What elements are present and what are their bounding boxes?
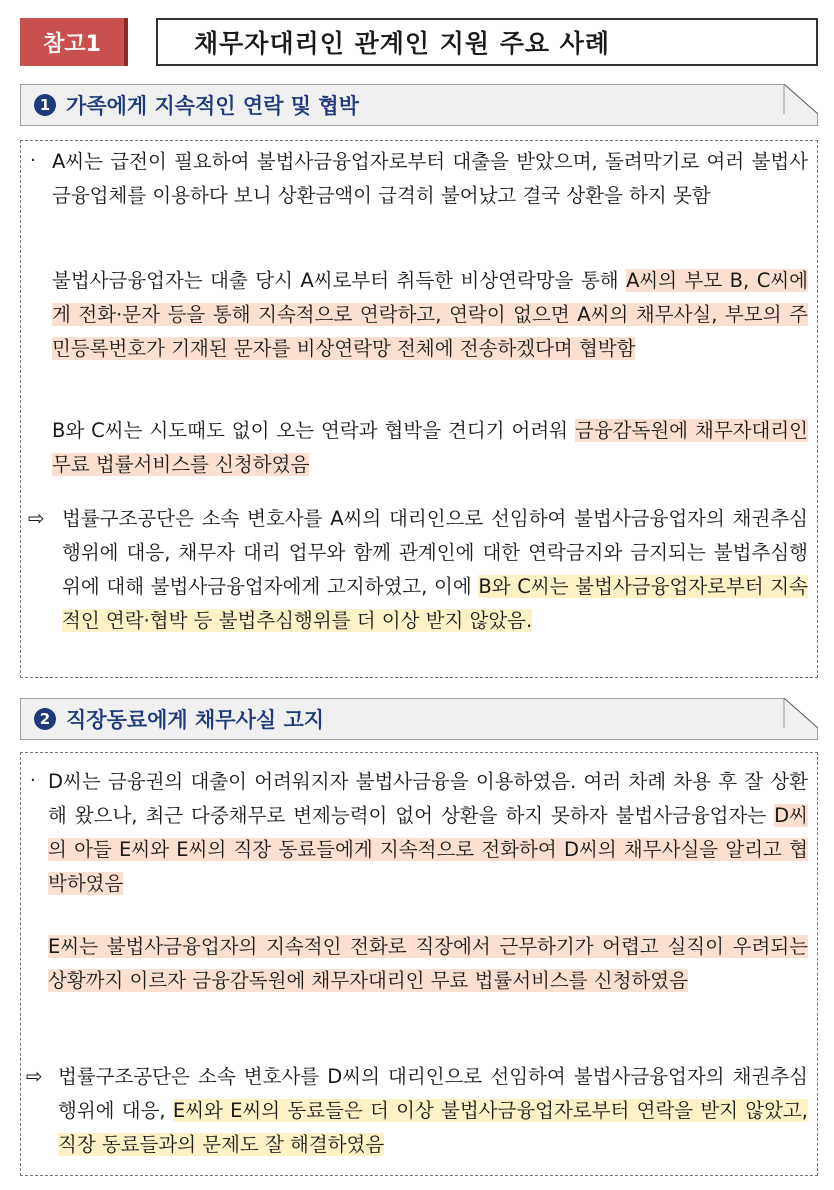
page-title: 채무자대리인 관계인 지원 주요 사례 <box>156 18 818 66</box>
section-1-number-icon: 1 <box>34 94 56 116</box>
s1-paragraph-1: A씨는 급전이 필요하여 불법사금융업자로부터 대출을 받았으며, 돌려막기로 여러 불법사금융업체를 이용하다 보니 상환금액이 급격히 불어났고 결국 상환을 하지 못함 <box>52 150 808 207</box>
section-2-number-icon: 2 <box>34 708 56 730</box>
s1-paragraph-4 <box>62 502 808 638</box>
bullet-icon: · <box>30 770 36 791</box>
reference-badge: 참고1 <box>20 18 128 66</box>
bullet-icon: · <box>30 150 36 171</box>
right-arrow-icon: ⇨ <box>26 1064 43 1088</box>
s1-p2-highlight: A씨의 부모 B, C씨에게 전화·문자 등을 통해 지속적으로 연락하고, 연락이 없으면 A씨의 채무사실, 부모의 주민등록번호가 기재된 문자를 비상연락망 전체에 전송하겠다며 협박함 <box>52 269 808 360</box>
s2-paragraph-2 <box>48 930 808 998</box>
s1-p4-text: 법률구조공단은 소속 변호사를 A씨의 대리인으로 선임하여 불법사금융업자의 채권추심 행위에 대응, 채무자 대리 업무와 함께 관계인에 대한 연락금지와 금지되는 불법추심행위에 대해 불법사금융업자에게 고지하였고, 이에 <box>62 507 808 598</box>
section-2-title: 직장동료에게 채무사실 고지 <box>66 708 325 732</box>
s2-paragraph-1 <box>48 765 808 901</box>
header <box>20 18 818 66</box>
s2-p2-highlight: E씨는 불법사금융업자의 지속적인 전화로 직장에서 근무하기가 어렵고 실직이 우려되는 상황까지 이르자 금융감독원에 채무자대리인 무료 법률서비스를 신청하였음 <box>48 935 808 992</box>
s2-p3-text: 법률구조공단은 소속 변호사를 D씨의 대리인으로 선임하여 불법사금융업자의 채권추심 행위에 대응, <box>58 1065 808 1122</box>
s1-p3-highlight: 금융감독원에 채무자대리인 무료 법률서비스를 신청하였음 <box>52 419 808 476</box>
s1-paragraph-3 <box>52 414 808 482</box>
s2-p3-highlight: E씨와 E씨의 동료들은 더 이상 불법사금융업자로부터 연락을 받지 않았고, 직장 동료들과의 문제도 잘 해결하였음 <box>58 1099 809 1156</box>
s2-paragraph-3 <box>58 1060 808 1162</box>
section-2-heading <box>20 698 818 740</box>
s1-p3-text: B와 C씨는 시도때도 없이 오는 연락과 협박을 견디기 어려워 <box>52 419 575 442</box>
s2-p1-text: D씨는 금융권의 대출이 어려워지자 불법사금융을 이용하였음. 여러 차례 차용 후 잘 상환해 왔으나, 최근 다중채무로 변제능력이 없어 상환을 하지 못하자 불법사금융업자는 <box>48 770 808 827</box>
s1-p2-text: 불법사금융업자는 대출 당시 A씨로부터 취득한 비상연락망을 통해 <box>52 269 627 292</box>
right-arrow-icon: ⇨ <box>28 506 45 530</box>
s1-p4-highlight: B와 C씨는 불법사금융업자로부터 지속적인 연락·협박 등 불법추심행위를 더 이상 받지 않았음. <box>62 575 808 632</box>
section-1-heading <box>20 84 818 126</box>
s2-p1-highlight: D씨의 아들 E씨와 E씨의 직장 동료들에게 지속적으로 전화하여 D씨의 채무사실을 알리고 협박하였음 <box>48 804 808 895</box>
s1-paragraph-2 <box>52 264 808 366</box>
section-1-title: 가족에게 지속적인 연락 및 협박 <box>66 94 359 118</box>
